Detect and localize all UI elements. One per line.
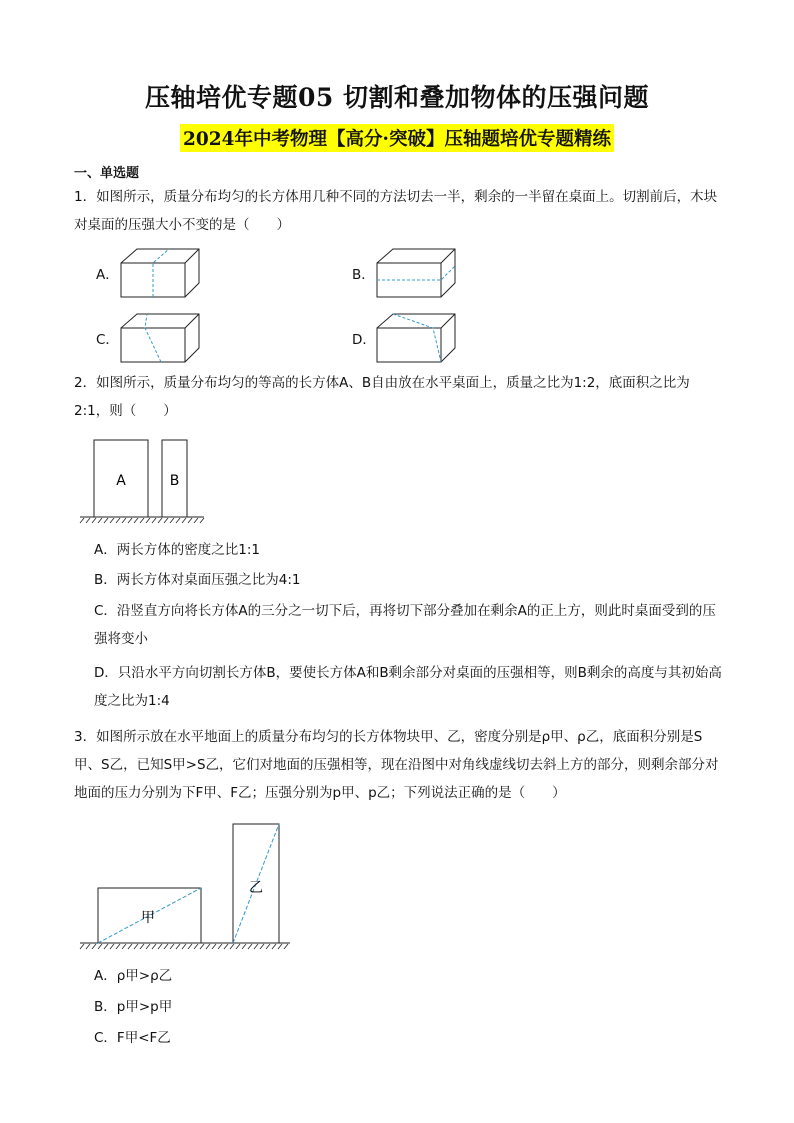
page-subtitle: 2024年中考物理【高分·突破】压轴题培优专题精练 bbox=[180, 124, 614, 152]
q3-option-a: A．ρ甲>ρ乙 bbox=[94, 968, 173, 984]
q2-label-a: A bbox=[116, 473, 126, 489]
q2-figure bbox=[78, 438, 208, 524]
q1-option-b: B． bbox=[352, 267, 375, 283]
q1-stem: 1．如图所示，质量分布均匀的长方体用几种不同的方法切去一半，剩余的一半留在桌面上。切割前后，木块对桌面的压强大小不变的是（ ） bbox=[74, 189, 718, 233]
q1-figure-a bbox=[118, 246, 202, 300]
q3-label-yi: 乙 bbox=[249, 880, 263, 896]
q3-option-b: B．p甲>p甲 bbox=[94, 999, 173, 1015]
q3-stem: 3．如图所示放在水平地面上的质量分布均匀的长方体物块甲、乙，密度分别是ρ甲、ρ乙，底面积分别是S甲、S乙，已知S甲>S乙，它们对地面的压强相等，现在沿图中对角线虚线切去斜上方的部分，则剩余部分对地面的压力分别为下F甲、F乙；压强分别为p甲、p乙；下列说法正确的是（ ） bbox=[74, 729, 719, 801]
q2-label-b: B bbox=[169, 473, 180, 489]
q2-option-a: A．两长方体的密度之比1:1 bbox=[94, 542, 260, 558]
q1-option-d: D． bbox=[352, 332, 376, 348]
page-title: 压轴培优专题05 切割和叠加物体的压强问题 bbox=[145, 83, 649, 112]
q1-option-c: C． bbox=[96, 332, 119, 348]
q3-figure bbox=[78, 822, 292, 952]
section-heading: 一、单选题 bbox=[74, 166, 140, 181]
q1-figure-d bbox=[374, 311, 458, 365]
q3-option-c: C．F甲<F乙 bbox=[94, 1030, 171, 1046]
q2-stem: 2．如图所示，质量分布均匀的等高的长方体A、B自由放在水平桌面上，质量之比为1:2，底面积之比为2:1，则（ ） bbox=[74, 375, 690, 419]
q1-figure-c bbox=[118, 311, 202, 365]
q1-figure-b bbox=[374, 246, 458, 300]
q2-option-d: D．只沿水平方向切割长方体B，要使长方体A和B剩余部分对桌面的压强相等，则B剩余的高度与其初始高度之比为1:4 bbox=[94, 665, 722, 709]
subtitle-wrap bbox=[0, 124, 794, 152]
q2-option-c: C．沿竖直方向将长方体A的三分之一切下后，再将切下部分叠加在剩余A的正上方，则此时桌面受到的压强将变小 bbox=[94, 603, 716, 647]
q2-option-b: B．两长方体对桌面压强之比为4:1 bbox=[94, 572, 301, 588]
q1-option-a: A． bbox=[96, 267, 119, 283]
q3-label-jia: 甲 bbox=[141, 910, 155, 926]
